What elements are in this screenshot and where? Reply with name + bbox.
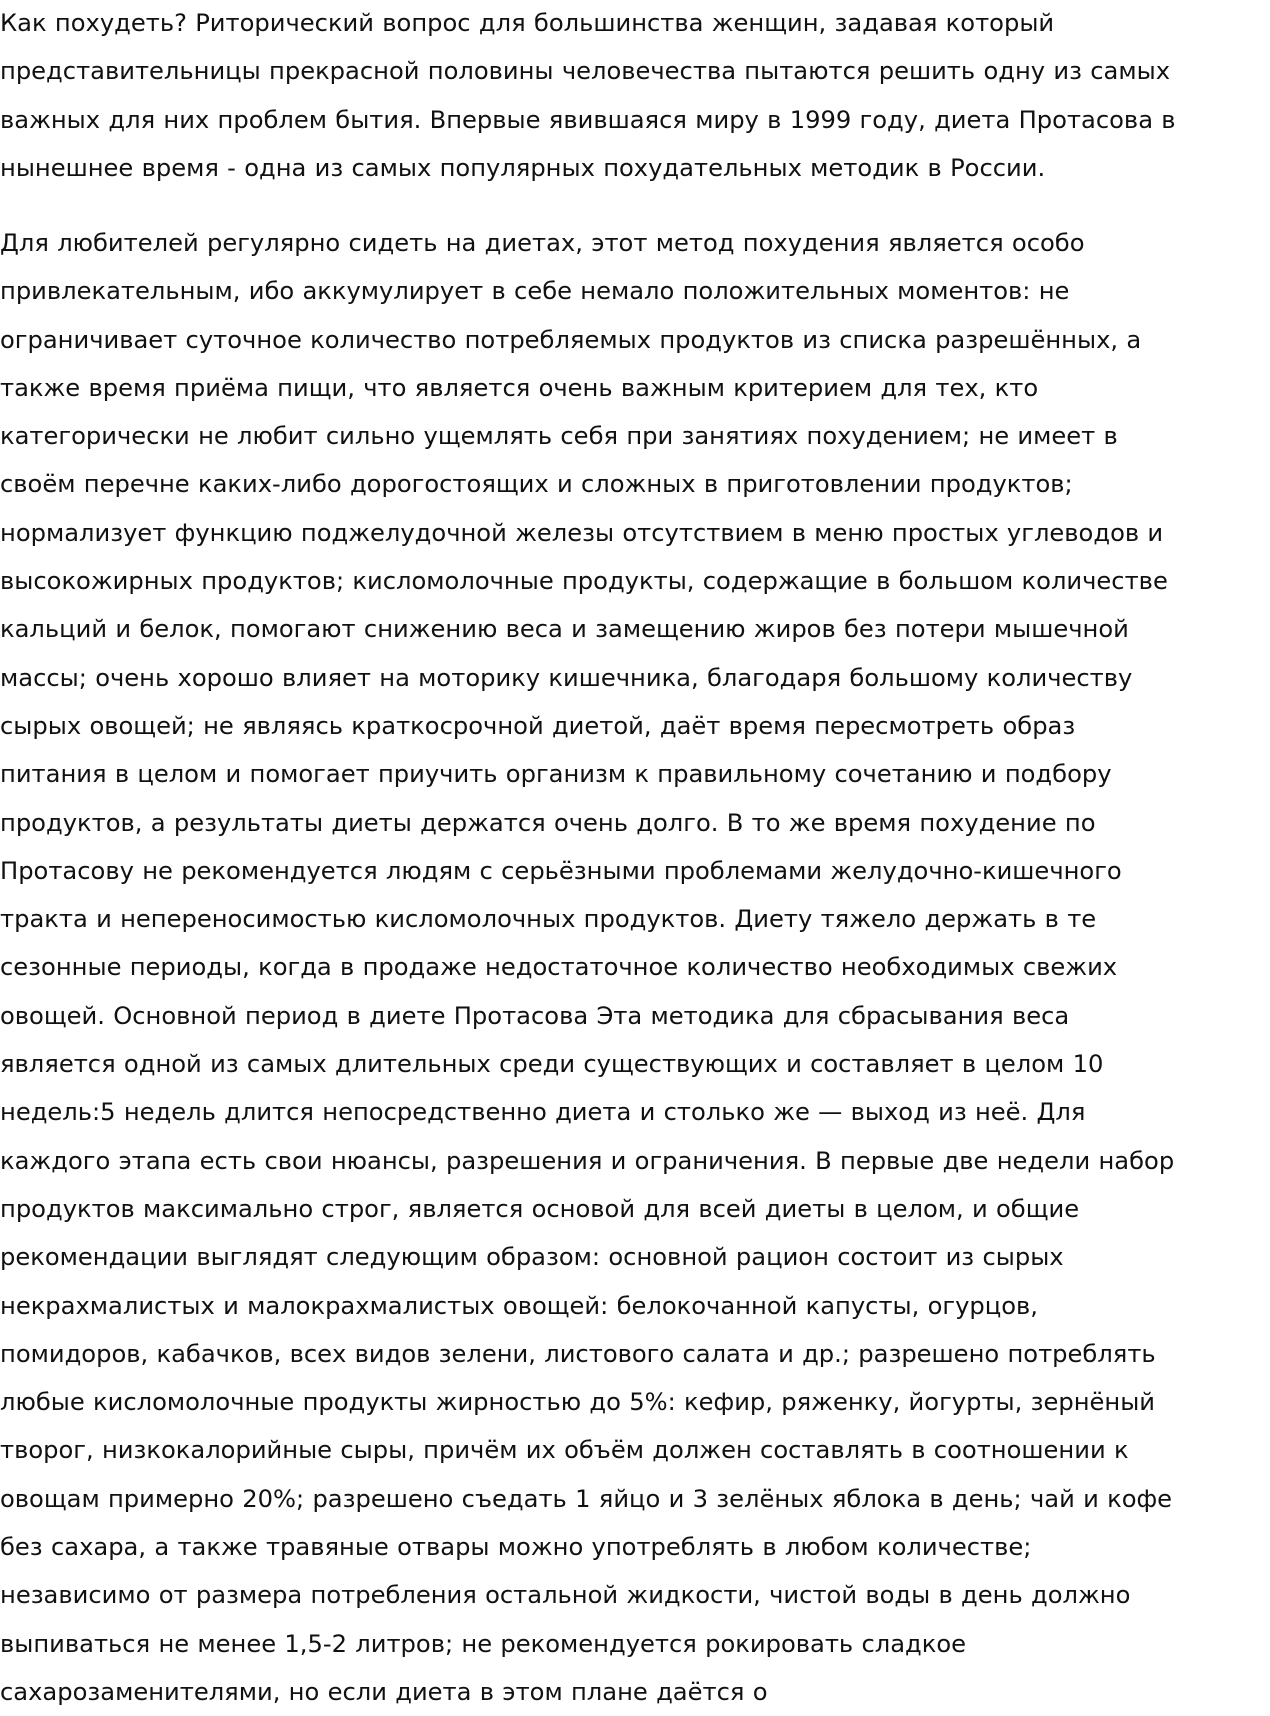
text-line: также время приёма пищи, что является очень важным критерием для тех, кто xyxy=(0,373,1039,402)
text-line: Для любителей регулярно сидеть на диетах, этот метод похудения является особо xyxy=(0,229,1085,257)
text-line: нормализует функцию поджелудочной железы отсутствием в меню простых углеводов и xyxy=(0,518,1164,547)
text-line: кальций и белок, помогают снижению веса и замещению жиров без потери мышечной xyxy=(0,615,1129,644)
text-line: тракта и непереносимостью кисломолочных продуктов. Диету тяжело держать в те xyxy=(0,905,1097,934)
text-line: важных для них проблем бытия. Впервые явившаяся миру в 1999 году, диета Протасова в xyxy=(0,105,1176,134)
text-line: независимо от размера потребления остальной жидкости, чистой воды в день должно xyxy=(0,1581,1131,1610)
text-line: любые кисломолочные продукты жирностью до 5%: кефир, ряженку, йогурты, зернёный xyxy=(0,1388,1156,1417)
text-line: питания в целом и помогает приучить организм к правильному сочетанию и подбору xyxy=(0,760,1112,789)
text-line: своём перечне каких-либо дорогостоящих и сложных в приготовлении продуктов; xyxy=(0,470,1073,499)
text-line: без сахара, а также травяные отвары можно употреблять в любом количестве; xyxy=(0,1533,1032,1562)
text-line: Протасову не рекомендуется людям с серьёзными проблемами желудочно-кишечного xyxy=(0,856,1122,885)
text-line: некрахмалистых и малокрахмалистых овощей: белокочанной капусты, огурцов, xyxy=(0,1291,1038,1320)
text-line: ограничивает суточное количество потребляемых продуктов из списка разрешённых, а xyxy=(0,325,1142,354)
text-line: высокожирных продуктов; кисломолочные продукты, содержащие в большом количестве xyxy=(0,567,1168,596)
text-line: нынешнее время - одна из самых популярных похудательных методик в России. xyxy=(0,153,1046,182)
text-line: сезонные периоды, когда в продаже недостаточное количество необходимых свежих xyxy=(0,953,1118,982)
paragraph-main xyxy=(0,219,1174,1716)
text-line: рекомендации выглядят следующим образом: основной рацион состоит из сырых xyxy=(0,1243,1064,1272)
text-line: продуктов максимально строг, является основой для всей диеты в целом, и общие xyxy=(0,1194,1080,1223)
text-line: продуктов, а результаты диеты держатся очень долго. В то же время похудение по xyxy=(0,808,1096,837)
text-line: категорически не любит сильно ущемлять себя при занятиях похудением; не имеет в xyxy=(0,422,1118,451)
text-line: каждого этапа есть свои нюансы, разрешения и ограничения. В первые две недели набор xyxy=(0,1146,1175,1175)
paragraph-intro xyxy=(0,0,1176,192)
text-line: недель:5 недель длится непосредственно диета и столько же — выход из неё. Для xyxy=(0,1098,1086,1127)
text-line: сахарозаменителями, но если диета в этом плане даётся о xyxy=(0,1677,768,1706)
text-line: является одной из самых длительных среди существующих и составляет в целом 10 xyxy=(0,1050,1104,1079)
text-line: выпиваться не менее 1,5-2 литров; не рекомендуется рокировать сладкое xyxy=(0,1629,967,1658)
text-line: помидоров, кабачков, всех видов зелени, листового салата и др.; разрешено потреблять xyxy=(0,1339,1156,1368)
text-line: сырых овощей; не являясь краткосрочной диетой, даёт время пересмотреть образ xyxy=(0,711,1076,740)
text-line: овощей. Основной период в диете Протасова Эта методика для сбрасывания веса xyxy=(0,1001,1070,1030)
text-line: массы; очень хорошо влияет на моторику кишечника, благодаря большому количеству xyxy=(0,663,1133,692)
text-line: творог, низкокалорийные сыры, причём их объём должен составлять в соотношении к xyxy=(0,1436,1129,1465)
text-line: овощам примерно 20%; разрешено съедать 1 яйцо и 3 зелёных яблока в день; чай и кофе xyxy=(0,1484,1173,1513)
text-line: Как похудеть? Риторический вопрос для большинства женщин, задавая который xyxy=(0,9,1055,37)
text-line: привлекательным, ибо аккумулирует в себе немало положительных моментов: не xyxy=(0,277,1070,306)
text-line: представительницы прекрасной половины человечества пытаются решить одну из самых xyxy=(0,57,1171,86)
